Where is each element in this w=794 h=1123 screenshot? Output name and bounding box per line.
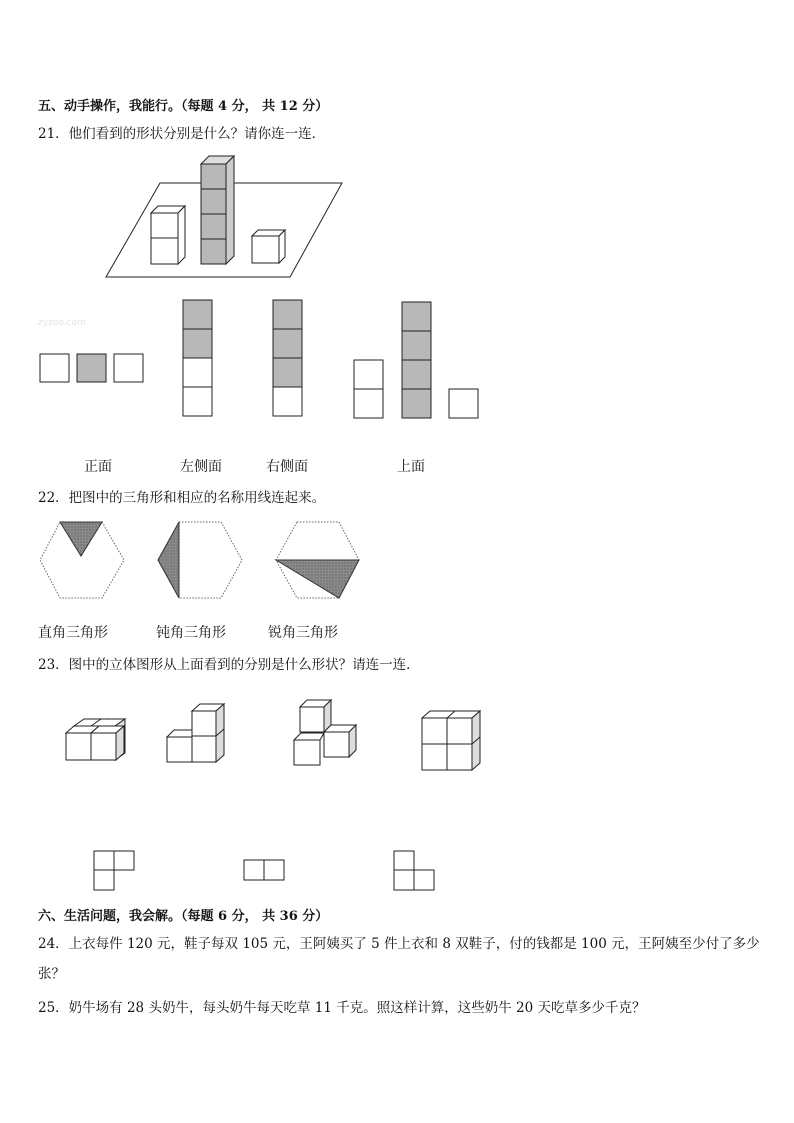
hexagon-3 xyxy=(276,522,359,598)
q23-solids xyxy=(60,695,490,775)
label-right-triangle: 直角三角形 xyxy=(38,625,108,641)
hexagon-1 xyxy=(40,522,124,598)
view-option-1 xyxy=(40,354,143,382)
section-6-title: 六、生活问题，我会解。（每题 6 分， 共 36 分） xyxy=(38,909,329,924)
label-right-side: 右侧面 xyxy=(266,459,308,475)
solid-4 xyxy=(422,711,480,770)
question-22-text: 22．把图中的三角形和相应的名称用线连起来。 xyxy=(38,490,326,506)
single-cube xyxy=(252,230,285,263)
label-obtuse-triangle: 钝角三角形 xyxy=(156,625,226,641)
q23-top-views xyxy=(90,848,440,894)
top-view-1 xyxy=(94,851,134,890)
label-left-side: 左侧面 xyxy=(180,459,222,475)
question-24-line-1: 24．上衣每件 120 元，鞋子每双 105 元，王阿姨买了 5 件上衣和 8 双鞋子，付的钱都是 100 元，王阿姨至少付了多少 xyxy=(38,936,760,952)
label-acute-triangle: 锐角三角形 xyxy=(268,625,338,641)
watermark: zyzoo.com xyxy=(38,318,86,328)
top-view-3 xyxy=(394,851,434,890)
view-option-4 xyxy=(354,302,478,418)
section-5-title: 五、动手操作，我能行。（每题 4 分， 共 12 分） xyxy=(38,99,329,114)
q21-view-options xyxy=(38,298,488,423)
question-21-text: 21．他们看到的形状分别是什么？请你连一连． xyxy=(38,126,326,142)
q21-3d-scene xyxy=(100,150,350,280)
solid-3 xyxy=(294,700,356,765)
solid-1 xyxy=(66,719,125,760)
label-front: 正面 xyxy=(84,459,112,475)
question-23-text: 23．图中的立体图形从上面看到的分别是什么形状？请连一连． xyxy=(38,657,420,673)
label-top: 上面 xyxy=(397,459,425,475)
question-25-text: 25．奶牛场有 28 头奶牛，每头奶牛每天吃草 11 千克。照这样计算，这些奶牛 20 天吃草多少千克？ xyxy=(38,1000,646,1016)
solid-2 xyxy=(167,704,224,762)
tall-stack xyxy=(201,156,234,264)
top-view-2 xyxy=(244,860,284,880)
left-stack xyxy=(151,206,185,264)
view-option-2 xyxy=(183,300,212,416)
q22-hexagons xyxy=(38,520,368,602)
view-option-3 xyxy=(273,300,302,416)
question-24-line-2: 张？ xyxy=(38,966,65,982)
hexagon-2 xyxy=(158,522,242,598)
